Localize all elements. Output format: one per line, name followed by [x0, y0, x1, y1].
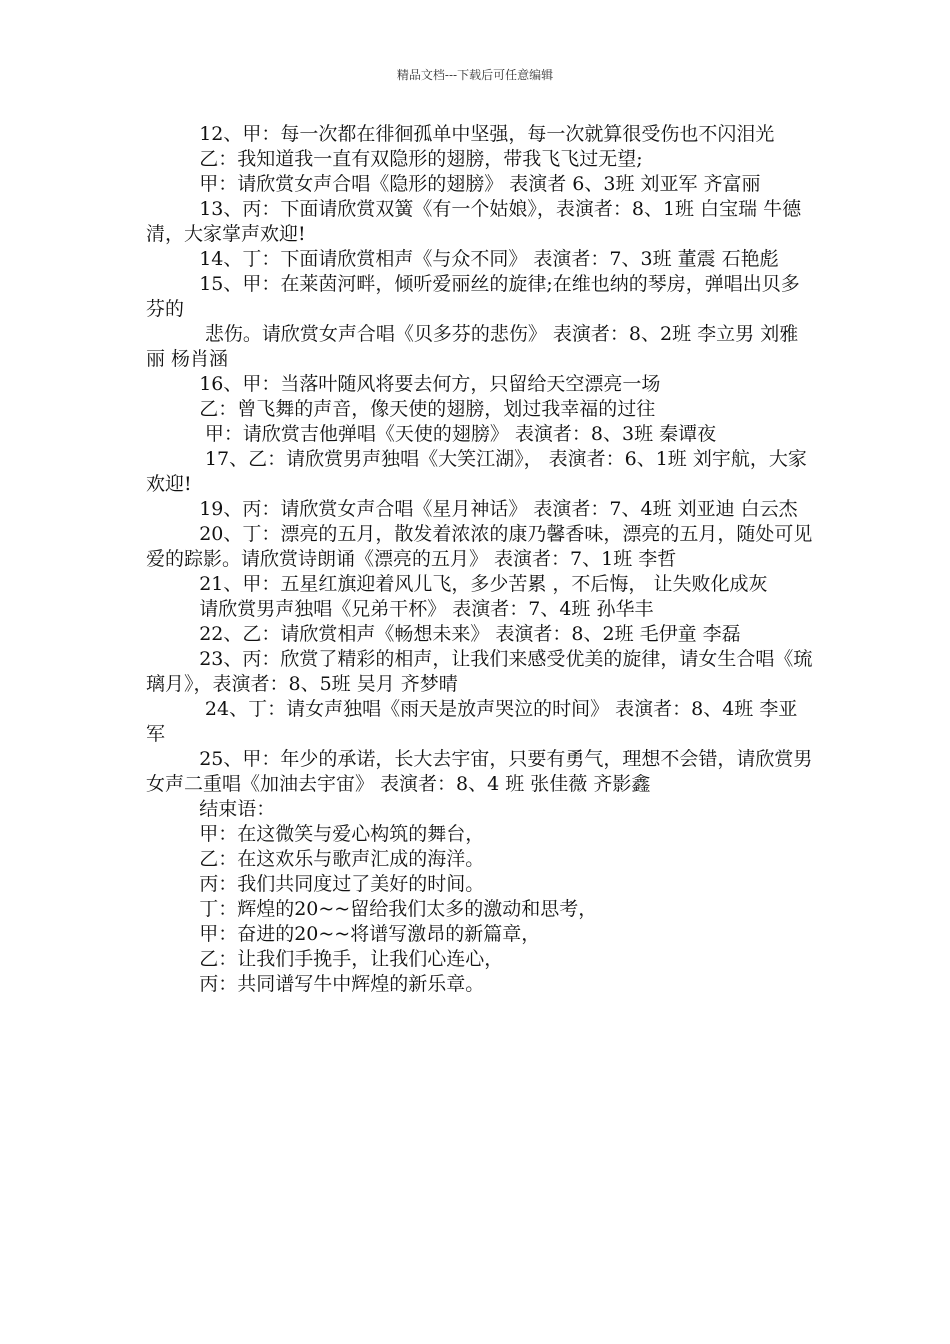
paragraph: 乙：在这欢乐与歌声汇成的海洋。: [199, 848, 485, 870]
paragraph: 甲：请欣赏女声合唱《隐形的翅膀》 表演者 6、3班 刘亚军 齐富丽: [199, 173, 761, 195]
paragraph: 17、乙：请欣赏男声独唱《大笑江湖》， 表演者：6、1班 刘宇航，大家欢迎!: [146, 448, 807, 495]
paragraph: 请欣赏男声独唱《兄弟干杯》 表演者：7、4班 孙华丰: [199, 598, 654, 620]
paragraph: 丙：我们共同度过了美好的时间。: [199, 873, 485, 895]
paragraph: 甲：请欣赏吉他弹唱《天使的翅膀》 表演者：8、3班 秦谭夜: [204, 423, 717, 445]
paragraph: 乙：曾飞舞的声音，像天使的翅膀，划过我幸福的过往: [199, 398, 656, 420]
closing-heading: 结束语：: [199, 798, 276, 820]
paragraph: 23、丙：欣赏了精彩的相声，让我们来感受优美的旋律，请女生合唱《琉璃月》，表演者：8、5班 吴月 齐梦晴: [146, 648, 813, 695]
paragraph: 丁：辉煌的20~~留给我们太多的激动和思考，: [199, 898, 598, 920]
paragraph: 24、丁：请女声独唱《雨天是放声哭泣的时间》 表演者：8、4班 李亚军: [146, 698, 798, 745]
document-body: [146, 122, 816, 997]
paragraph: 乙：让我们手挽手，让我们心连心，: [199, 948, 504, 970]
paragraph: 15、甲：在莱茵河畔，倾听爱丽丝的旋律;在维也纳的琴房，弹唱出贝多芬的: [146, 273, 800, 320]
page-header: 精品文档---下载后可任意编辑: [396, 68, 554, 82]
paragraph: 21、甲：五星红旗迎着风儿飞，多少苦累 ，不后悔， 让失败化成灰: [199, 573, 768, 595]
paragraph: 乙：我知道我一直有双隐形的翅膀，带我飞飞过无望;: [199, 148, 643, 170]
paragraph: 25、甲：年少的承诺，长大去宇宙，只要有勇气，理想不会错，请欣赏男女声二重唱《加油去宇宙》 表演者：8、4 班 张佳薇 齐影鑫: [146, 748, 813, 795]
paragraph: 甲：奋进的20~~将谱写激昂的新篇章，: [199, 923, 541, 945]
paragraph: 14、丁：下面请欣赏相声《与众不同》 表演者：7、3班 董震 石艳彪: [199, 248, 779, 270]
paragraph: 19、丙：请欣赏女声合唱《星月神话》 表演者：7、4班 刘亚迪 白云杰: [199, 498, 798, 520]
paragraph: 22、乙：请欣赏相声《畅想未来》 表演者：8、2班 毛伊童 李磊: [199, 623, 741, 645]
paragraph: 13、丙：下面请欣赏双簧《有一个姑娘》，表演者：8、1班 白宝瑞 牛德清，大家掌声欢迎!: [146, 198, 802, 245]
paragraph: 16、甲：当落叶随风将要去何方，只留给天空漂亮一场: [199, 373, 661, 395]
paragraph: 悲伤。请欣赏女声合唱《贝多芬的悲伤》 表演者：8、2班 李立男 刘雅丽 杨肖涵: [146, 323, 799, 370]
paragraph: 丙：共同谱写牛中辉煌的新乐章。: [199, 973, 485, 995]
paragraph: 甲：在这微笑与爱心构筑的舞台，: [199, 823, 485, 845]
paragraph: 20、丁：漂亮的五月，散发着浓浓的康乃馨香味，漂亮的五月，随处可见爱的踪影。请欣赏诗朗诵《漂亮的五月》 表演者：7、1班 李哲: [146, 523, 813, 570]
paragraph: 12、甲：每一次都在徘徊孤单中坚强，每一次就算很受伤也不闪泪光: [199, 123, 775, 145]
